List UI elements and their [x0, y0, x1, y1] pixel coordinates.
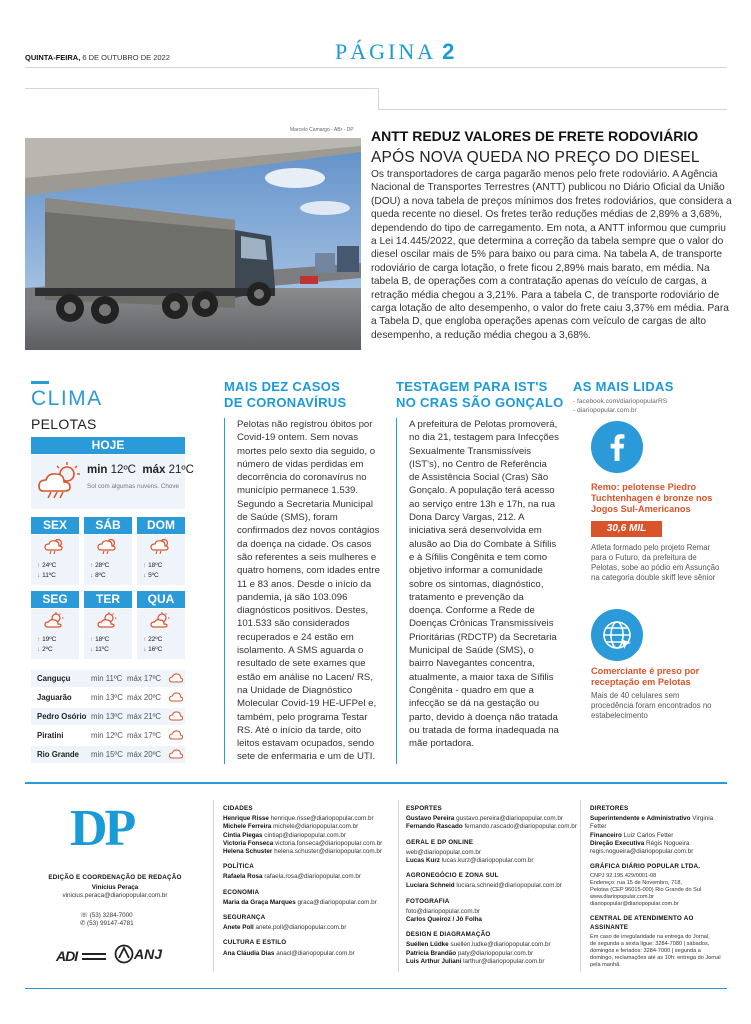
city-mx: máx 20ºC	[127, 750, 162, 759]
city-n: Jaguarão	[37, 693, 72, 702]
day-temps-5: ↑ 22ºC ↓ 16ºC	[143, 636, 163, 653]
mais-lidas-text-1: Atleta formado pelo projeto Remar para o Futuro, da prefeitura de Pelotas, sobe ao pódio em Assunção na categoria double skiff leve sênior	[591, 543, 720, 582]
day-temps-4: ↑ 18ºC ↓ 11ºC	[90, 636, 110, 653]
header-rule-4	[378, 109, 727, 110]
covid-body: Pelotas não registrou óbitos por Covid-19 ontem. Sem novas mortes pelo sexto dia seguido, o número de vidas perdidas em decorrência do coronavírus no município permanece 1.539. Segundo a Secretaria Municipal de Saúde (SMS), foram confirmados dez novos contágios da doença na cidade. Os casos são referentes a seis mulheres e quatro homens, com idades entre 11 e 83 anos. Desde o início da pandemia, já são 103.096 diagnósticos positivos. Destes, 101.533 são considerados recuperados e 24 estão em isolamento. A SMS aguarda o resultado de sete exames que estão em análise no Lacen/ RS, na Unidade de Diagnóstico Molecular Covid-19 HE-UFPel e, também, pelo programa Testar RS. Até o início da tarde, oito leitos estavam ocupados, sendo sete de enfermaria e um de UTI.	[237, 419, 380, 763]
ist-title: TESTAGEM PARA IST'S NO CRAS SÃO GONÇALO	[396, 379, 564, 410]
day-box-4	[84, 609, 132, 659]
clima-title: CLIMA	[31, 387, 103, 410]
ist-rule	[396, 418, 397, 764]
footer-divider-1	[213, 800, 214, 972]
sun-cloud-icon	[150, 612, 172, 635]
city-row	[31, 670, 185, 687]
city-n: Canguçu	[37, 674, 71, 683]
day-header-4: TER	[84, 591, 132, 608]
cloud-icon	[169, 691, 183, 705]
city-mx: máx 20ºC	[127, 693, 162, 702]
adi-logo: ADI	[56, 948, 78, 964]
sun-cloud-icon	[44, 612, 66, 635]
footer-rule	[25, 782, 727, 784]
mais-lidas-text-2: Mais de 40 celulares sem procedência foram encontrados no estabelecimento	[591, 691, 712, 720]
clima-city: PELOTAS	[31, 416, 97, 432]
reads-badge: 30,6 MIL	[591, 521, 662, 537]
city-n: Piratini	[37, 731, 64, 740]
city-mx: máx 21ºC	[127, 712, 162, 721]
rain-cloud-icon	[44, 538, 66, 561]
city-mn: min 15ºC	[91, 750, 123, 759]
today-temps: min 12ºC máx 21ºC	[87, 464, 194, 476]
rain-cloud-icon	[150, 538, 172, 561]
city-mn: min 13ºC	[91, 693, 123, 702]
footer-bottom-rule	[25, 988, 727, 989]
lead-subtitle: APÓS NOVA QUEDA NO PREÇO DO DIESEL	[371, 149, 700, 166]
header-rule-3	[378, 88, 379, 110]
footer-divider-2	[398, 800, 399, 972]
mais-lidas-headline-1[interactable]: Remo: pelotense Piedro Tuchtenhagen é bronze nos Jogos Sul-Americanos	[591, 482, 713, 514]
city-mn: min 13ºC	[91, 712, 123, 721]
cloud-icon	[169, 710, 183, 724]
day-temps-2: ↑ 18ºC ↓ 5ºC	[143, 562, 163, 579]
header-date: QUINTA-FEIRA, 6 DE OUTUBRO DE 2022	[25, 53, 170, 62]
day-header-1: SÁB	[84, 517, 132, 534]
ist-body: A prefeitura de Pelotas promoverá, no dia 21, testagem para Infecções Sexualmente Transmissíveis (IST's), no Centro de Referência de Assistência Social (Cras) São Gonçalo. A população terá acesso ao serviço entre 13h e 17h, na rua Dona Darcy Vargas, 212. A iniciativa será desenvolvida em alusão ao Dia do Combate à Sífilis e à Sífilis Congênita e tem como objetivo informar a comunidade sobre os sintomas, diagnóstico, tratamento e prevenção da doença. Conforme a Rede de Doenças Crônicas Transmissíveis Prioritárias (RDCTP) da Secretaria Municipal de Saúde (SMS), o bairro Navegantes concentra, atualmente, a maior taxa de Sífilis Congênita - quadro em que a infecção se dá na gestação ou parto, devido à doença não tratada ou tratada de forma inadequada na mãe portadora.	[409, 419, 559, 750]
header-rule	[25, 67, 727, 68]
facebook-link[interactable]: - facebook.com/diariopopularRS	[573, 398, 668, 405]
lead-body: Os transportadores de carga pagarão menos pelo frete rodoviário. A Agência Nacional de Transportes Terrestres (ANTT) publicou no Diário Oficial da União (DOU) a nova tabela de preços mínimos dos fretes rodoviários, que considera a queda recente no diesel. Os fretes terão reduções médias de 2,89% a 3,68%, dependendo do tipo de carregamento. Em nota, a ANTT informou que cumpriu a Lei 14.445/2022, que determina a correção da tabela sempre que o valor do diesel oscilar mais de 5% para baixo ou para cima. Na tabela A, de transporte rodoviário de carga lotação, o frete ficou 2,89% mais barato, em média. Na tabela B, de operações com a contratação apenas do veículo de cargas, a retração média chegou a 3,21%. Para a tabela C, de transporte rodoviário de carga lotação de alto desempenho, o valor do frete caiu 3,37% em média. Para a Tabela D, que engloba operações apenas com veículo de cargas de alto desempenho, a redução média chegou a 3,68%.	[371, 169, 732, 341]
mais-lidas-links	[573, 397, 667, 415]
footer-col-1: CIDADES Henrique Risse henrique.risse@diariopopular.com.br Michele Ferreira michele@diariopopular.com.br Cintia Piegas cintiap@diariopopular.com.br Victoria Fonseca victoria.fonseca@diariopopular.com.br Helena Schuster helena.schuster@diariopopular.com.br POLÍTICA Rafaela Rosa rafaela.rosa@diariopopular.com.br ECONOMIA Maria da Graça Marques graca@diariopopular.com.br SEGURANÇA Anete Poll anete.poll@diariopopular.com.br CULTURA E ESTILO Ana Cláudia Dias anacl@diariopopular.com.br	[223, 805, 383, 957]
footer-col-2: ESPORTES Gustavo Pereira gustavo.pereira@diariopopular.com.br Fernando Rascado fernando.rascado@diariopopular.com.br GERAL E DP ONLINE web@diariopopular.com.br Lucas Kurz lucas.kurz@diariopopular.com.br AGRONEGÓCIO E ZONA SUL Luciara Schneid luciara.schneid@diariopopular.com.br FOTOGRAFIA foto@diariopopular.com.br Carlos Queiroz / Jô Folha DESIGN E DIAGRAMAÇÃO Suéllen Lüdke suellen.ludke@diariopopular.com.br Patricia Brandão paty@diariopopular.com.br Luis Arthur Juliani larthur@diariopopular.com.br	[406, 805, 577, 965]
city-mn: min 12ºC	[91, 731, 123, 740]
site-link[interactable]: - diariopopular.com.br	[573, 407, 637, 414]
dp-logo: DP	[70, 800, 134, 857]
lead-title: ANTT REDUZ VALORES DE FRETE RODOVIÁRIO	[371, 128, 699, 144]
anj-logo: ANJ	[134, 946, 163, 962]
today-desc: Sol com algumas nuvens. Chove	[87, 483, 180, 490]
city-row	[31, 727, 185, 744]
city-mx: máx 17ºC	[127, 674, 162, 683]
page-label: PÁGINA 2	[335, 39, 455, 64]
day-header-2: DOM	[137, 517, 185, 534]
whatsapp-icon: ✆	[80, 920, 86, 928]
today-header: HOJE	[31, 437, 185, 454]
day-temps-1: ↑ 28ºC ↓ 8ºC	[90, 562, 110, 579]
adi-logo-stripe-1	[82, 953, 106, 955]
today-box	[31, 455, 194, 509]
clima-accent-bar	[31, 381, 49, 384]
day-box-5	[137, 609, 185, 659]
day-header-0: SEX	[31, 517, 79, 534]
cloud-icon	[169, 672, 183, 686]
day-header-3: SEG	[31, 591, 79, 608]
cloud-icon	[169, 729, 183, 743]
city-mn: min 11ºC	[91, 674, 123, 683]
mais-lidas-title: AS MAIS LIDAS	[573, 379, 674, 394]
covid-rule	[224, 418, 225, 764]
rain-cloud-icon	[97, 538, 119, 561]
day-box-0	[31, 535, 79, 585]
header-rule-2	[25, 88, 379, 89]
footer-phones: ☏ (53) 3284-7000 ✆ (53) 99147-4781	[80, 912, 134, 928]
sun-cloud-icon	[97, 612, 119, 635]
phone-icon: ☏	[80, 912, 88, 919]
day-temps-3: ↑ 19ºC ↓ 2ºC	[37, 636, 57, 653]
day-box-2	[137, 535, 185, 585]
anj-mark-icon	[114, 944, 134, 969]
day-temps-0: ↑ 24ºC ↓ 11ºC	[37, 562, 57, 579]
city-n: Pedro Osório	[37, 712, 87, 721]
day-header-5: QUA	[137, 591, 185, 608]
storm-sun-icon	[37, 461, 81, 506]
globe-icon	[591, 609, 643, 661]
truck-photo	[25, 138, 361, 350]
city-row	[31, 746, 185, 763]
mais-lidas-headline-2[interactable]: Comerciante é preso por receptação em Pelotas	[591, 666, 700, 687]
adi-logo-stripe-2	[82, 958, 106, 960]
city-row	[31, 689, 185, 706]
day-box-3	[31, 609, 79, 659]
footer-edicao: EDIÇÃO E COORDENAÇÃO DE REDAÇÃO Vinicius Peraça vinicius.peraca@diariopopular.com.br	[48, 874, 182, 900]
footer-divider-3	[580, 800, 581, 972]
day-box-1	[84, 535, 132, 585]
photo-credit: Marcelo Camargo - ABr - DP	[290, 127, 354, 133]
facebook-icon	[591, 421, 643, 473]
covid-title: MAIS DEZ CASOS DE CORONAVÍRUS	[224, 379, 347, 410]
city-row	[31, 708, 185, 725]
cloud-icon	[169, 748, 183, 762]
city-n: Rio Grande	[37, 750, 80, 759]
footer-col-3: DIRETORES Superintendente e Administrativo Virginia Fetter Financeiro Luiz Carlos Fetter Direção Executiva Régis Nogueira regis.nogueira@diariopopular.com.br GRÁFICA DIÁRIO POPULAR LTDA. CNPJ 92.195.429/0001-08 Endereço: rua 15 de Novembro, 718, Pelotas (CEP 96015-000) Rio Grande do Sul www.diariopopular.com.br diariopopular@diariopopular.com.br CENTRAL DE ATENDIMENTO AO ASSINANTE Em caso de irregularidade na entrega do Jornal, de segunda a sexta ligue: 3284-7080 | sábados, domingos e feriados: 3284-7000 | segunda a domingo, reclamações até as 10h: entrega do Jornal pela manhã.	[590, 805, 721, 968]
city-mx: máx 17ºC	[127, 731, 162, 740]
